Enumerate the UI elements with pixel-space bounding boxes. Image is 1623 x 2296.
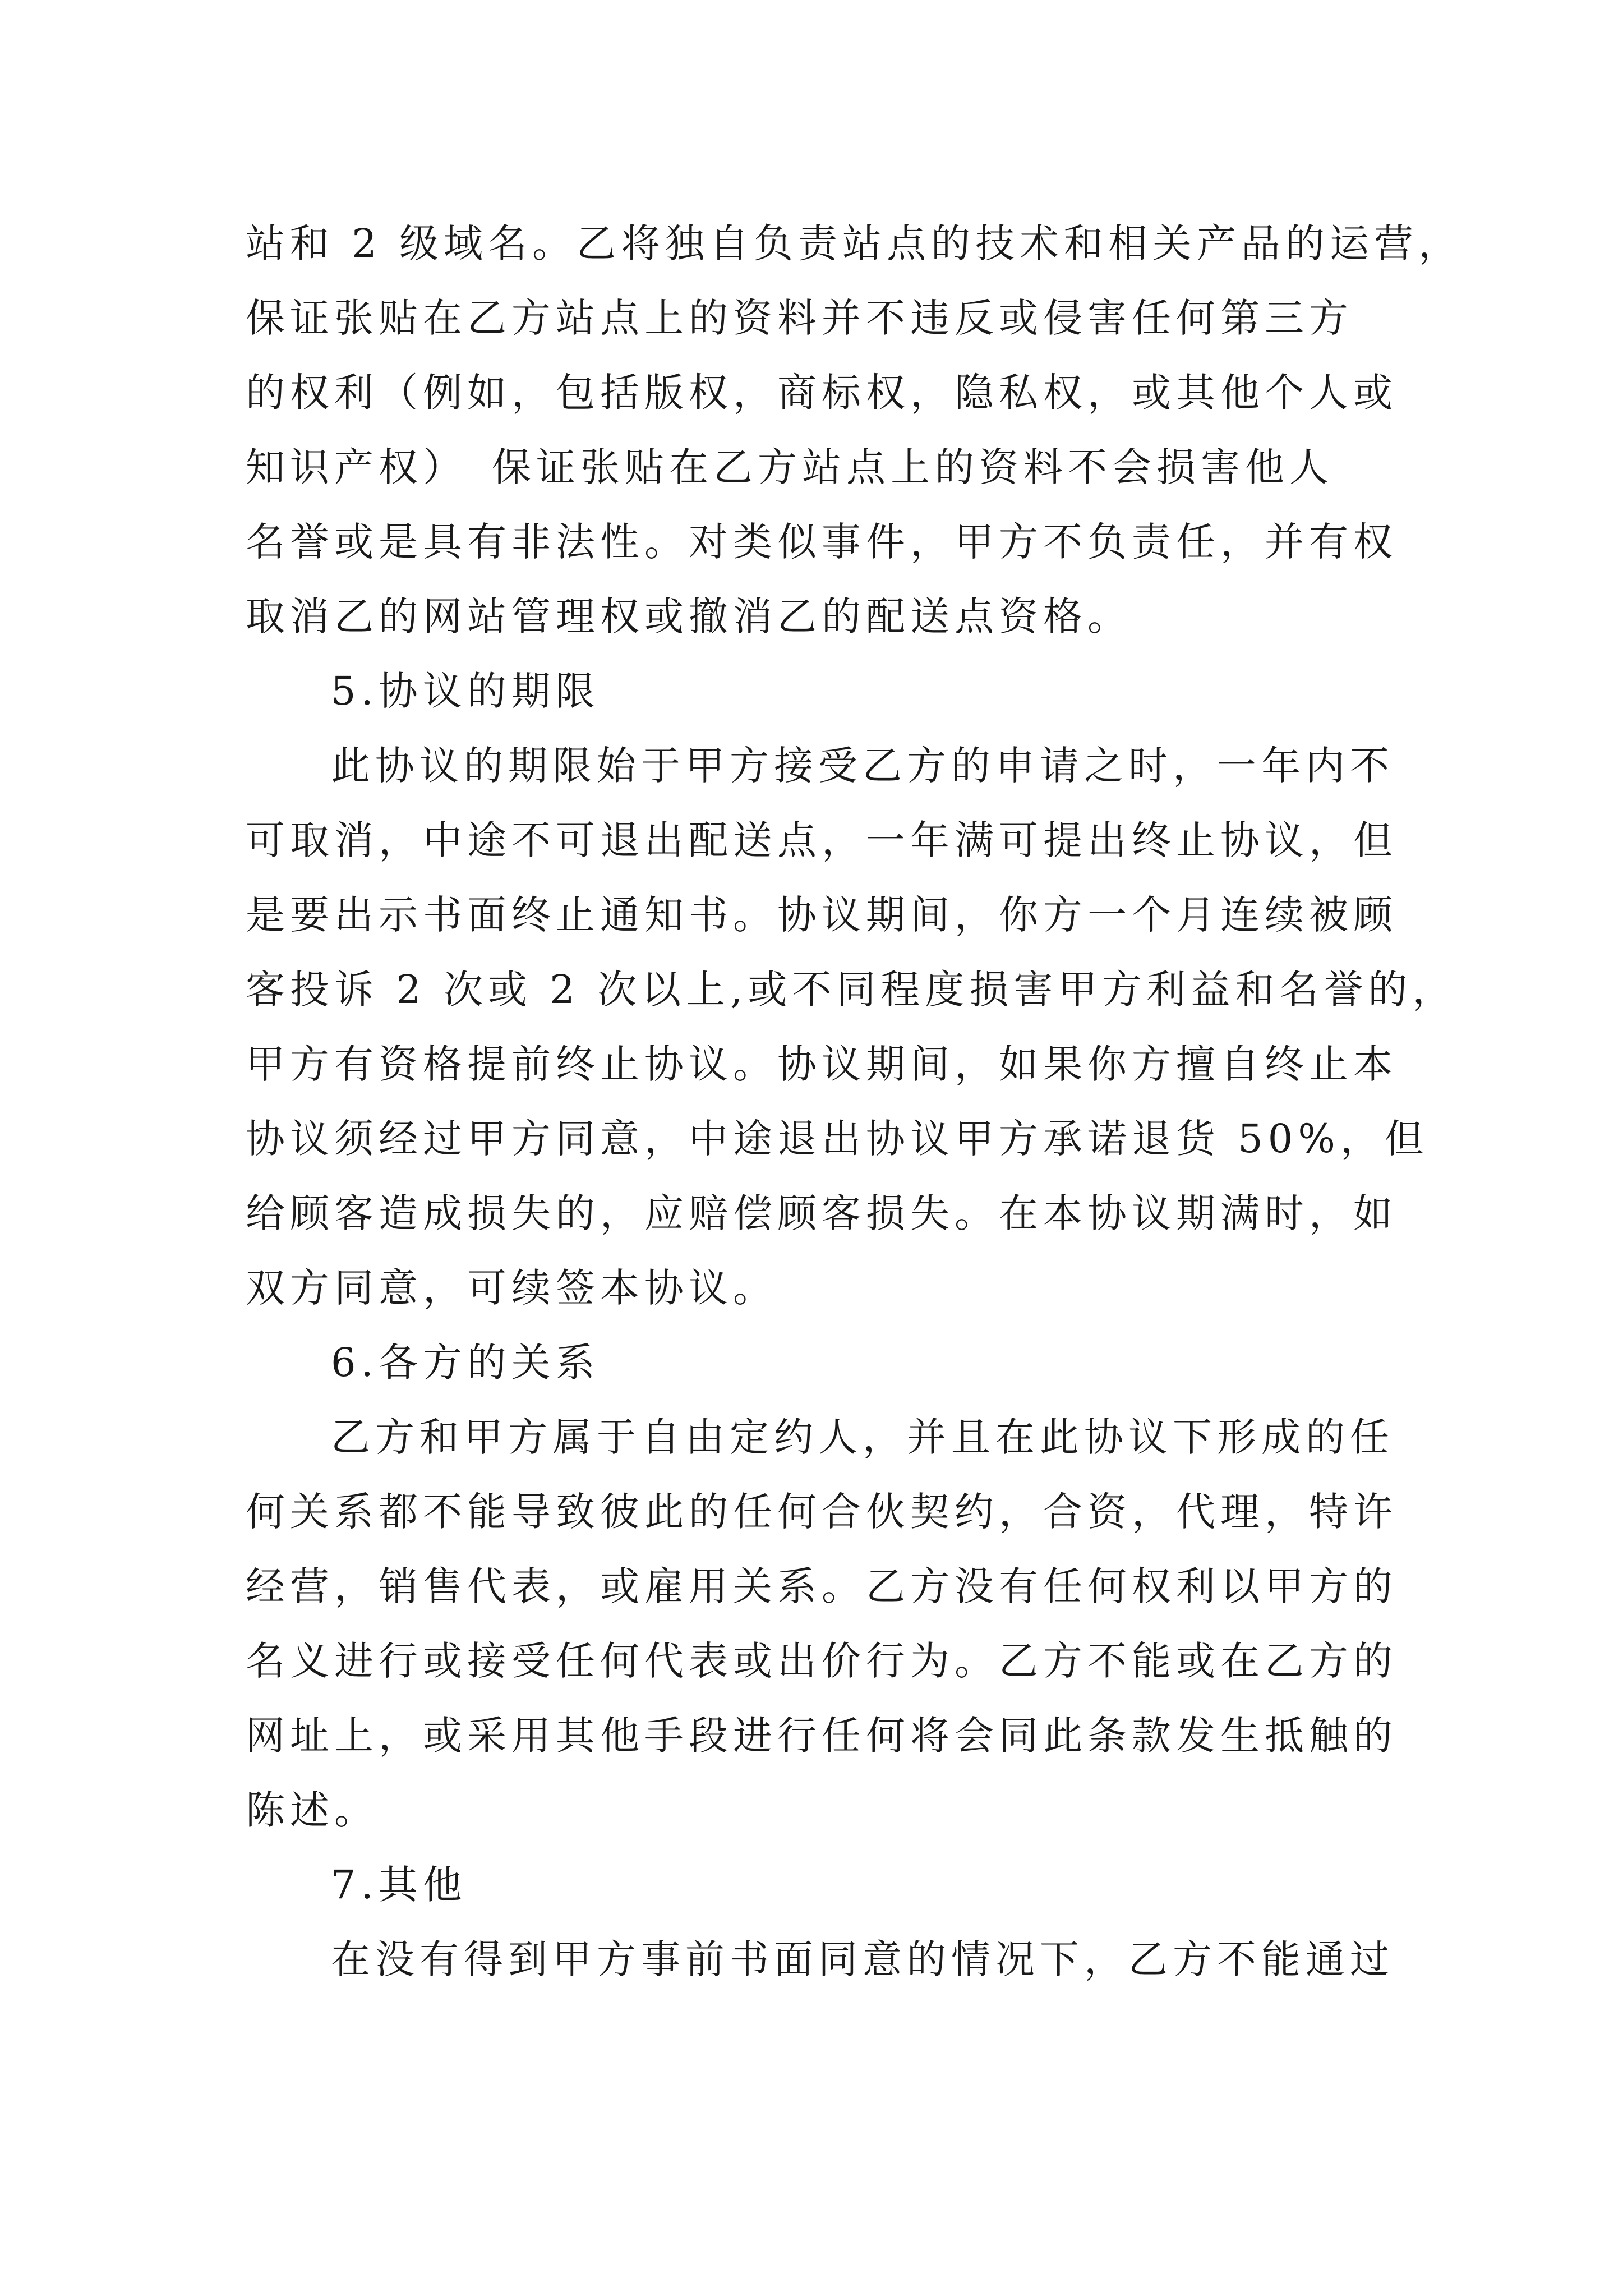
paragraph-line: 双方同意，可续签本协议。 (246, 1265, 777, 1311)
paragraph-line: 甲方有资格提前终止协议。协议期间，如果你方擅自终止本 (246, 1041, 1398, 1087)
paragraph-line: 保证张贴在乙方站点上的资料并不违反或侵害任何第三方 (246, 295, 1353, 341)
paragraph-line: 知识产权） 保证张贴在乙方站点上的资料不会损害他人 (246, 444, 1334, 490)
paragraph-line: 可取消，中途不可退出配送点，一年满可提出终止协议，但 (246, 817, 1398, 863)
section-heading: 6.各方的关系 (331, 1340, 600, 1386)
paragraph-line: 在没有得到甲方事前书面同意的情况下，乙方不能通过 (331, 1936, 1394, 1982)
paragraph-line: 站和 2 级域名。乙将独自负责站点的技术和相关产品的运营， (246, 220, 1463, 266)
paragraph-line: 陈述。 (246, 1787, 379, 1833)
paragraph-line: 名誉或是具有非法性。对类似事件，甲方不负责任，并有权 (246, 519, 1398, 565)
paragraph-line: 取消乙的网站管理权或撤消乙的配送点资格。 (246, 593, 1132, 639)
paragraph-line: 何关系都不能导致彼此的任何合伙契约，合资，代理，特许 (246, 1489, 1398, 1535)
section-heading: 5.协议的期限 (331, 668, 600, 714)
paragraph-line: 的权利（例如，包括版权，商标权，隐私权，或其他个人或 (246, 370, 1398, 416)
paragraph-line: 给顾客造成损失的，应赔偿顾客损失。在本协议期满时，如 (246, 1190, 1398, 1236)
section-heading: 7.其他 (331, 1862, 467, 1908)
paragraph-line: 协议须经过甲方同意，中途退出协议甲方承诺退货 50%，但 (246, 1116, 1429, 1162)
paragraph-line: 网址上，或采用其他手段进行任何将会同此条款发生抵触的 (246, 1713, 1398, 1759)
paragraph-line: 乙方和甲方属于自由定约人，并且在此协议下形成的任 (331, 1414, 1394, 1460)
paragraph-line: 客投诉 2 次或 2 次以上,或不同程度损害甲方利益和名誉的， (246, 967, 1457, 1013)
paragraph-line: 名义进行或接受任何代表或出价行为。乙方不能或在乙方的 (246, 1638, 1398, 1684)
paragraph-line: 此协议的期限始于甲方接受乙方的申请之时，一年内不 (331, 743, 1394, 789)
paragraph-line: 经营，销售代表，或雇用关系。乙方没有任何权利以甲方的 (246, 1563, 1398, 1609)
paragraph-line: 是要出示书面终止通知书。协议期间，你方一个月连续被顾 (246, 892, 1398, 938)
document-body (246, 206, 1463, 1997)
